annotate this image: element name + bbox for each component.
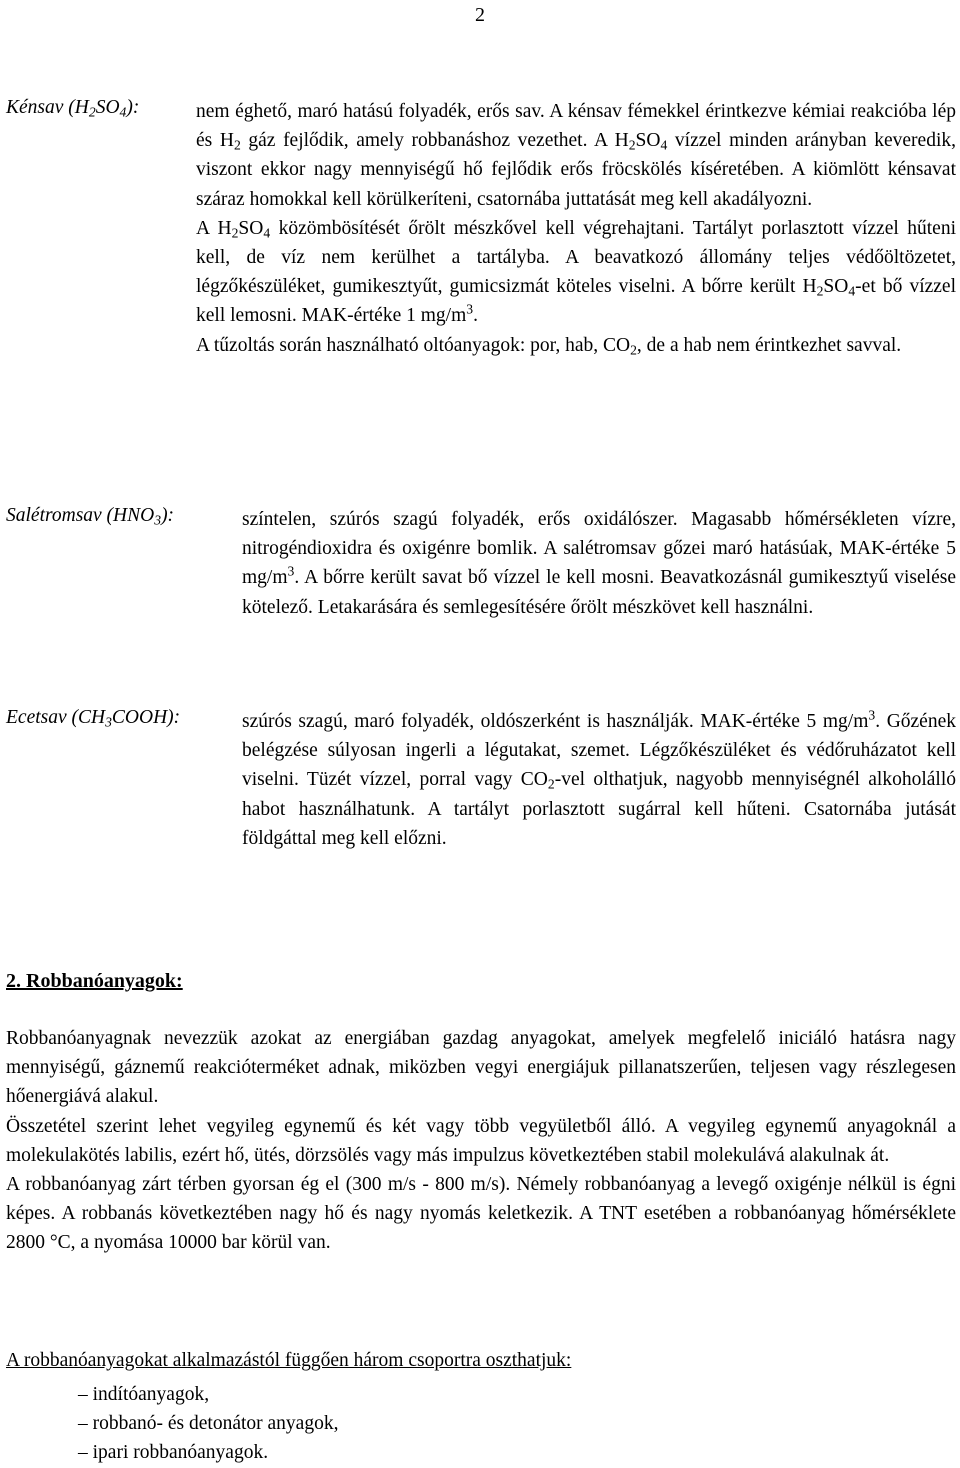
list-item: – indítóanyagok, — [78, 1384, 210, 1405]
entry-label: Salétromsav $(HNO_3)$: — [6, 505, 175, 528]
paragraph: nem éghető, maró hatású folyadék, erős sav. A kénsav fémekkel érintkezve kémiai reakcióba lép és $H_2$ gáz fejlődik, amely robbanáshoz vezethet. A $H_2SO_4$ vízzel minden arányban keveredik, viszont ekkor nagy mennyiségű hő fejlődik erős fröcskölés kíséretében. A kiömlött kénsavat száraz homokkal kell körülkeríteni, csatornába juttatását meg kell akadályozni. — [196, 101, 957, 210]
paragraph: A $H_2SO_4$ közömbösítését őrölt mészkővel kell végrehajtani. Tartályt porlasztott vízzel hűteni kell, de víz nem kerülhet a tartályba. A beavatkozó állomány teljes védőöltözetet, légzőkészüléket, gumikesztyűt, gumicsizmát köteles viselni. A bőrre került $H_2SO_4-et$ bő vízzel kell lemosni. MAK-értéke 1 $mg/m^3$. — [196, 217, 956, 327]
groups-heading: A robbanóanyagokat alkalmazástól függően három csoportra oszthatjuk: — [6, 1350, 572, 1371]
entry-label: Kénsav $(H_2SO_4)$: — [6, 97, 140, 120]
entry-description — [242, 707, 956, 853]
list-item: – ipari robbanóanyagok. — [78, 1442, 269, 1464]
groups-list — [78, 1380, 338, 1468]
list-item: – robbanó- és detonátor anyagok, — [78, 1413, 339, 1435]
paragraph: színtelen, szúrós szagú folyadék, erős oxidálószer. Magasabb hőmérsékleten vízre, nitrogéndioxidra és oxigénre bomlik. A salétromsav gőzei maró hatásúak, MAK-értéke 5 $mg/m^3$. A bőrre került savat bő vízzel le kell mosni. Beavatkozásnál gumikesztyű viselése kötelező. Letakarására és semlegesítésére őrölt mészkövet kell használni. — [242, 509, 956, 618]
paragraph: Összetétel szerint lehet vegyileg egynemű és két vagy több vegyületből álló. A vegyileg egynemű anyagoknál a molekulakötés labilis, ezért hő, ütés, dörzsölés vagy más impulzus következtében stabil molekulává alakulnak át. — [6, 1115, 956, 1166]
page-number: 2 — [475, 4, 485, 26]
entry-label: Ecetsav $(CH_3COOH)$: — [6, 707, 181, 730]
entry-description — [242, 505, 956, 622]
paragraph: A robbanóanyag zárt térben gyorsan ég el (300 m/s - 800 m/s). Némely robbanóanyag a levegő oxigénje nélkül is égni képes. A robbanás következtében nagy hő és nagy nyomás keletkezik. A TNT esetében a robbanóanyag hőmérséklete 2800 °C, a nyomása 10000 bar körül van. — [6, 1174, 956, 1254]
paragraph: A tűzoltás során használható oltóanyagok: por, hab, $CO_2$, de a hab nem érintkezhet savval. — [196, 334, 902, 358]
entry-description — [196, 97, 956, 360]
paragraph: szúrós szagú, maró folyadék, oldószerként is használják. MAK-értéke 5 $mg/m^3$. Gőzének belégzése súlyosan ingerli a légutakat, szemet. Légzőkészüléket és védőruházatot kell viselni. Tüzét vízzel, porral vagy $CO_2$-vel olthatjuk, nagyobb mennyiségnél alkoholálló habot használhatunk. A tartályt porlasztott sugárral kell hűteni. Csatornába jutását földgáttal meg kell előzni. — [242, 707, 956, 849]
paragraph: Robbanóanyagnak nevezzük azokat az energiában gazdag anyagokat, amelyek megfelelő iniciáló hatásra nagy mennyiségű, gáznemű reakcióterméket adnak, miközben vegyi energiájuk pillanatszerűen, teljesen vagy részlegesen hőenergiává alakul. — [6, 1028, 956, 1108]
section-title: 2. Robbanóanyagok: — [6, 970, 183, 992]
section-body — [6, 1024, 956, 1258]
